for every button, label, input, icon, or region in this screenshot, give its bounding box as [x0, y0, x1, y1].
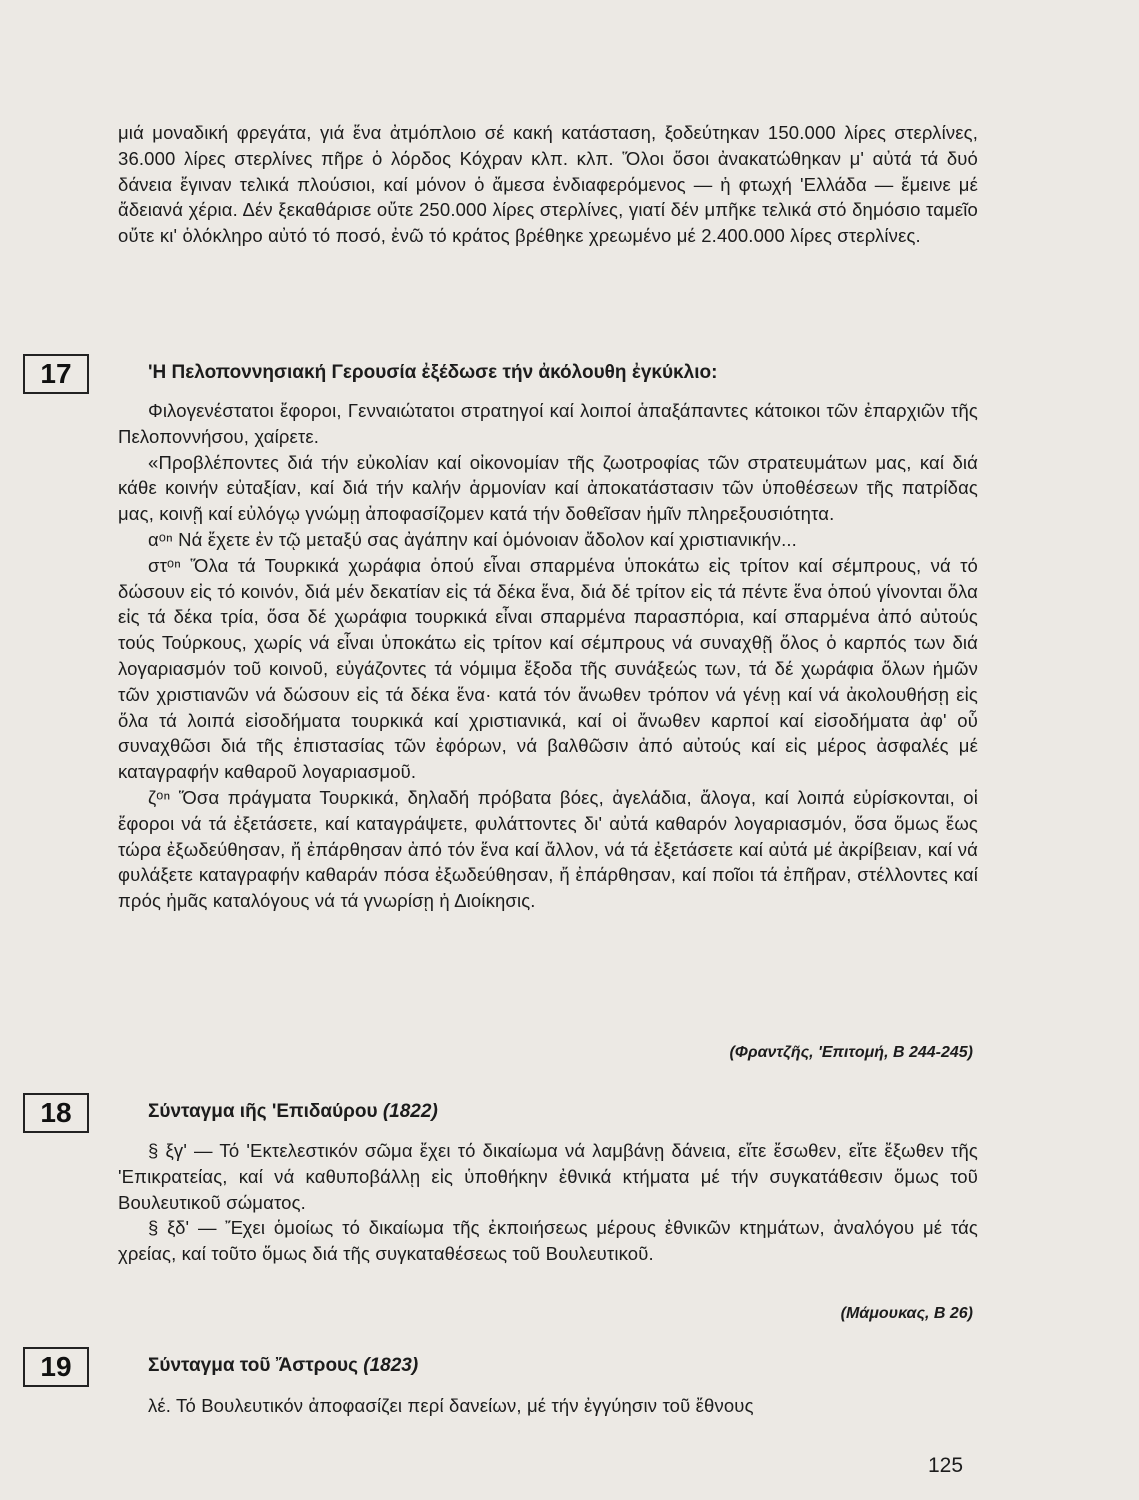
section-18-paragraph: § ξγ' — Τό 'Εκτελεστικόν σῶμα ἔχει τό δικαίωμα νά λαμβάνῃ δάνεια, εἴτε ἔσωθεν, εἴτε ἔξωθεν τῆς 'Επικρατείας, καί νά καθυποβάλλῃ εἰς ὑποθήκην ἐθνικά κτήματα μέ τήν συγκατάθεσιν ὅμως τοῦ Βουλευτικοῦ σώματος.: [118, 1140, 978, 1213]
intro-block: [118, 120, 978, 249]
page-number: 125: [928, 1454, 964, 1477]
section-number-17: 17: [23, 354, 89, 394]
section-17-paragraph: Φιλογενέστατοι ἔφοροι, Γενναιώτατοι στρατηγοί καί λοιποί ἁπαξάπαντες κάτοικοι τῶν ἐπαρχιῶν τῆς Πελοποννήσου, χαίρετε.: [118, 400, 978, 447]
section-18-year: (1822): [382, 1101, 438, 1122]
section-18-citation: (Μάμουκας, Β 26): [840, 1305, 973, 1322]
section-19-heading: [148, 1355, 418, 1377]
section-18-paragraph: § ξδ' — Ἔχει ὁμοίως τό δικαίωμα τῆς ἐκποιήσεως μέρους ἐθνικῶν κτημάτων, ἀναλόγου μέ τάς χρείας, καί τοῦτο ὅμως διά τῆς συγκαταθέσεως τοῦ Βουλευτικοῦ.: [118, 1217, 978, 1265]
section-17-paragraph: αᵒⁿ Νά ἔχετε ἐν τῷ μεταξύ σας ἀγάπην καί ὁμόνοιαν ἄδολον καί χριστιανικήν...: [148, 528, 797, 550]
section-19-title: Σύνταγμα τοῦ Ἄστρους: [148, 1355, 358, 1376]
section-19-paragraph: λέ. Τό Βουλευτικόν ἀποφασίζει περί δανείων, μέ τήν ἐγγύησιν τοῦ ἔθνους: [148, 1395, 754, 1416]
section-18-body: [118, 1138, 978, 1267]
section-19-body: [118, 1393, 978, 1419]
section-17-paragraph: ζᵒⁿ Ὅσα πράγματα Τουρκικά, δηλαδή πρόβατα βόες, ἀγελάδια, ἄλογα, καί λοιπά εὑρίσκονται, οἱ ἔφοροι νά τά ἐξετάσετε, καί καταγράψετε, φυλάττοντες δι' αὐτά καθαρόν λογαριασμόν, ὅσα ὅμως ἕως τώρα ἐξωδεύθησαν, ἤ ἐπάρθησαν ἀπό τόν ἕνα καί ἄλλον, νά τά ἐξετάσετε καί αὐτά μέ ἀκρίβειαν, καί νά φυλάξετε καταγραφήν καθαράν πόσα ἐξωδεύθησαν, ἤ ἐπάρθησαν, καί ποῖοι τά ἐπῆραν, στέλλοντες καί πρός ἡμᾶς καταλόγους νά τά γνωρίσῃ ἡ Διοίκησις.: [118, 786, 978, 912]
section-17-citation: (Φραντζῆς, 'Επιτομή, Β 244-245): [729, 1044, 973, 1061]
section-17-body: [118, 398, 978, 914]
section-19-year: (1823): [363, 1355, 419, 1376]
section-17-heading: 'Η Πελοποννησιακή Γερουσία ἐξέδωσε τήν ἀκόλουθη ἐγκύκλιο:: [148, 362, 718, 383]
section-17-paragraph: «Προβλέποντες διά τήν εὐκολίαν καί οἰκονομίαν τῆς ζωοτροφίας τῶν στρατευμάτων μας, καί διά κάθε κοινήν εὐταξίαν, καί διά τήν καλήν ἁρμονίαν καί ἀποκατάστασιν τῶν ὑποθέσεων τῆς πατρίδας μας, κοινῇ καί εὐλόγῳ γνώμῃ ἀποφασίζομεν κατά τήν δοθεῖσαν ἡμῖν πληρεξουσιότητα.: [118, 451, 978, 525]
section-18-heading: [148, 1101, 438, 1123]
section-number-18: 18: [23, 1093, 89, 1133]
section-18-title: Σύνταγμα ιῆς 'Επιδαύρου: [148, 1101, 378, 1122]
intro-paragraph: μιά μοναδική φρεγάτα, γιά ἕνα ἀτμόπλοιο σέ κακή κατάσταση, ξοδεύτηκαν 150.000 λίρες στερλίνες, 36.000 λίρες στερλίνες πῆρε ὁ λόρδος Κόχραν κλπ. κλπ. Ὅλοι ὅσοι ἀνακατώθηκαν μ' αὐτά τά δυό δάνεια ἔγιναν τελικά πλούσιοι, καί μόνον ὁ ἄμεσα ἐνδιαφερόμενος — ἡ φτωχή 'Ελλάδα — ἔμεινε μέ ἄδειανά χέρια. Δέν ξεκαθάρισε οὔτε 250.000 λίρες στερλίνες, γιατί δέν μπῆκε τελικά στό δημόσιο ταμεῖο οὔτε κι' ὁλόκληρο αὐτό τό ποσό, ἐνῶ τό κράτος βρέθηκε χρεωμένο μέ 2.400.000 λίρες στερλίνες.: [118, 122, 978, 247]
section-number-19: 19: [23, 1347, 89, 1387]
section-17-paragraph: στᵒⁿ Ὅλα τά Τουρκικά χωράφια ὁπού εἶναι σπαρμένα ὑποκάτω εἰς τρίτον καί σέμπρους, νά τό δώσουν εἰς τό κοινόν, διά μέν δεκατίαν εἰς τά δέκα ἕνα, διά δέ τρίτον εἰς τά πέντε ἕνα ὁπού γίνονται ὅλα εἰς τά δέκα τρία, ὅσα δέ χωράφια τουρκικά εἶναι σπαρμένα παρασπόρια, καί σπαρμένα ἀπό αὐτούς τούς Τούρκους, χωρίς νά εἶναι ὑποκάτω εἰς τρίτον καί σέμπρους νά συναχθῇ ὅλος ὁ καρπός των διά λογαριασμόν τοῦ κοινοῦ, εὐγάζοντες τά νόμιμα ἔξοδα τῆς συνάξεώς των, τά δέ χωράφια ὅλων ἡμῶν τῶν χριστιανῶν νά δώσουν εἰς τά δέκα ἕνα· κατά τόν ἄνωθεν τρόπον νά γένῃ καί νά ἀκολουθήσῃ εἰς ὅλα τά λοιπά εἰσοδήματα τουρκικά καί χριστιανικά, καί οἱ ἄνωθεν καρποί καί εἰσοδήματα ἀφ' οὗ συναχθῶσι διά τῆς ἐπιστασίας τῶν ἐφόρων, νά βαλθῶσιν ἀπό αὐτούς καί εἰς μέρος ἀσφαλές μέ καταγραφήν καθαροῦ λογαριασμοῦ.: [118, 554, 978, 783]
